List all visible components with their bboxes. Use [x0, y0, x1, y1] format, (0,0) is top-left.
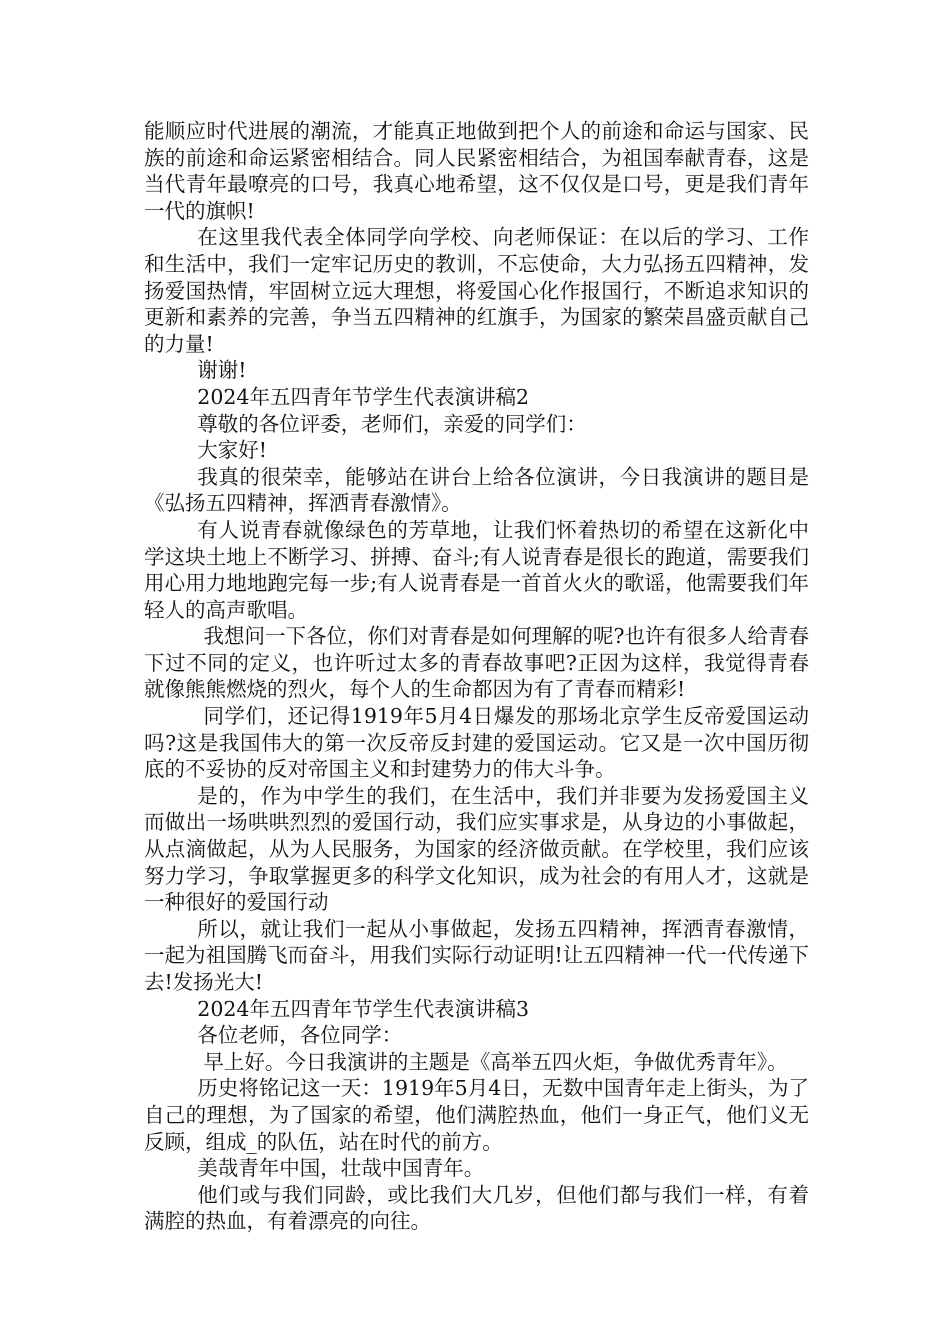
paragraph-17: 美哉青年中国，壮哉中国青年。	[197, 1156, 485, 1181]
paragraph-1: 能顺应时代进展的潮流，才能真正地做到把个人的前途和命运与国家、民族的前途和命运紧密相结合。同人民紧密相结合，为祖国奉献青春，这是当代青年最嘹亮的口号，我真心地希望，这不仅仅是口号，更是我们青年一代的旗帜!	[144, 119, 809, 223]
paragraph-10: 同学们，还记得1919年5月4日爆发的那场北京学生反帝爱国运动吗?这是我国伟大的第一次反帝反封建的爱国运动。它又是一次中国历彻底的不妥协的反对帝国主义和封建势力的伟大斗争。	[144, 704, 809, 782]
paragraph-18: 他们或与我们同龄，或比我们大几岁，但他们都与我们一样，有着满腔的热血，有着漂亮的向往。	[144, 1182, 809, 1234]
paragraph-5: 尊敬的各位评委，老师们，亲爱的同学们：	[197, 411, 587, 436]
paragraph-15: 早上好。今日我演讲的主题是《高举五四火炬，争做优秀青年》。	[203, 1049, 788, 1074]
paragraph-6: 大家好!	[197, 438, 268, 463]
paragraph-14: 各位老师，各位同学：	[197, 1023, 403, 1048]
paragraph-16: 历史将铭记这一天：1919年5月4日，无数中国青年走上街头，为了自己的理想，为了国家的希望，他们满腔热血，他们一身正气，他们义无反顾，组成_的队伍，站在时代的前方。	[144, 1076, 809, 1154]
section-title-2: 2024年五四青年节学生代表演讲稿2	[197, 384, 530, 409]
paragraph-12: 所以，就让我们一起从小事做起，发扬五四精神，挥洒青春激情，一起为祖国腾飞而奋斗，用我们实际行动证明!让五四精神一代一代传递下去!发扬光大!	[144, 916, 809, 994]
paragraph-7: 我真的很荣幸，能够站在讲台上给各位演讲，今日我演讲的题目是《弘扬五四精神，挥洒青春激情》。	[144, 464, 809, 516]
paragraph-8: 有人说青春就像绿色的芳草地，让我们怀着热切的希望在这新化中学这块土地上不断学习、拼搏、奋斗;有人说青春是很长的跑道，需要我们用心用力地地跑完每一步;有人说青春是一首首火火的歌谣，他需要我们年轻人的高声歌唱。	[144, 517, 809, 622]
paragraph-3: 谢谢!	[197, 358, 247, 383]
section-title-3: 2024年五四青年节学生代表演讲稿3	[197, 996, 530, 1021]
paragraph-9: 我想问一下各位，你们对青春是如何理解的呢?也许有很多人给青春下过不同的定义，也许听过太多的青春故事吧?正因为这样，我觉得青春就像熊熊燃烧的烈火，每个人的生命都因为有了青春而精彩!	[144, 624, 809, 702]
paragraph-2: 在这里我代表全体同学向学校、向老师保证：在以后的学习、工作和生活中，我们一定牢记历史的教训，不忘使命，大力弘扬五四精神，发扬爱国热情，牢固树立远大理想，将爱国心化作报国行，不断追求知识的更新和素养的完善，争当五四精神的红旗手，为国家的繁荣昌盛贡献自己的力量!	[144, 225, 809, 356]
paragraph-11: 是的，作为中学生的我们，在生活中，我们并非要为发扬爱国主义而做出一场哄哄烈烈的爱国行动，我们应实事求是，从身边的小事做起，从点滴做起，从为人民服务，为国家的经济做贡献。在学校里，我们应该努力学习，争取掌握更多的科学文化知识，成为社会的有用人才，这就是一种很好的爱国行动	[144, 783, 809, 915]
document-page	[144, 118, 809, 1235]
